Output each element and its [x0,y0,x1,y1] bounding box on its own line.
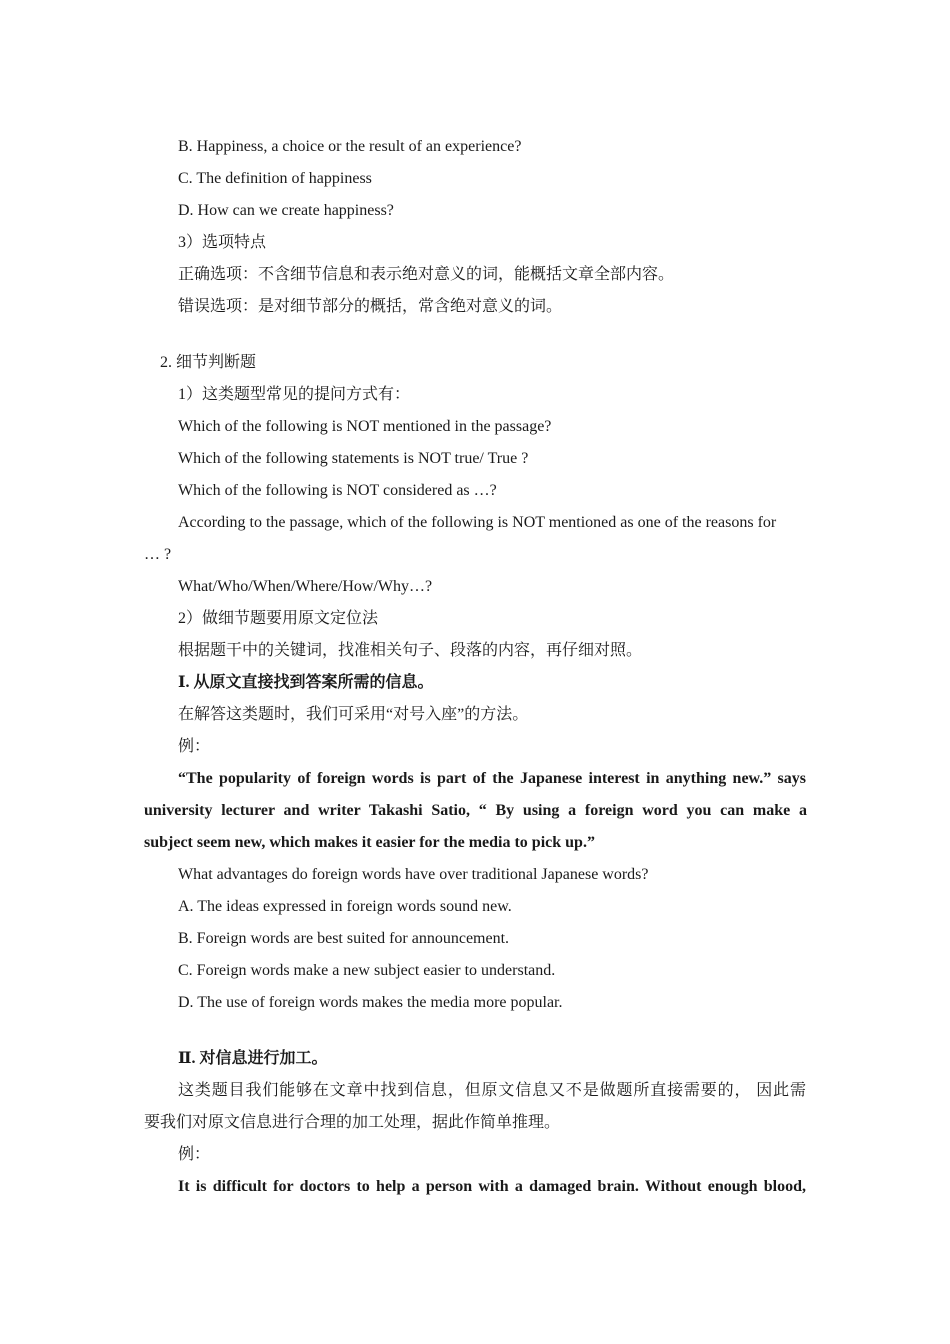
passage-line: subject seem new, which makes it easier for the media to pick up.” [144,834,595,851]
answer-option: D. The use of foreign words makes the media more popular. [178,994,563,1011]
question-pattern: Which of the following is NOT mentioned in the passage? [178,418,552,435]
passage-line: university lecturer and writer Takashi Satio, “ By using a foreign word you can make a [144,802,807,819]
example-label: 例： [178,1146,211,1163]
wrong-options: 错误选项：是对细节部分的概括，常含绝对意义的词。 [178,298,563,315]
example-label: 例： [178,738,211,755]
part-description: 这类题目我们能够在文章中找到信息，但原文信息又不是做题所直接需要的， 因此需 [178,1082,806,1099]
option-d: D. How can we create happiness? [178,202,394,219]
sub-description: 根据题干中的关键词，找准相关句子、段落的内容，再仔细对照。 [178,642,643,659]
question-pattern: Which of the following is NOT considered as …? [178,482,497,499]
passage-line: It is difficult for doctors to help a person with a damaged brain. Without enough blood, [178,1178,806,1195]
section-heading: 2. 细节判断题 [160,354,257,371]
answer-option: C. Foreign words make a new subject easier to understand. [178,962,556,979]
question-pattern: According to the passage, which of the following is NOT mentioned as one of the reasons for [178,514,777,531]
part-heading: Ⅱ. 对信息进行加工。 [178,1050,328,1067]
question: What advantages do foreign words have over traditional Japanese words? [178,866,649,883]
question-pattern: What/Who/When/Where/How/Why…? [178,578,433,595]
part-heading: Ⅰ. 从原文直接找到答案所需的信息。 [178,674,434,691]
sub-heading: 1）这类题型常见的提问方式有： [178,386,411,403]
question-pattern-cont: … ? [144,546,172,563]
answer-option: A. The ideas expressed in foreign words sound new. [178,898,512,915]
correct-options: 正确选项：不含细节信息和表示绝对意义的词，能概括文章全部内容。 [178,266,675,283]
question-pattern: Which of the following statements is NOT true/ True ? [178,450,529,467]
option-c: C. The definition of happiness [178,170,372,187]
sub-heading: 2）做细节题要用原文定位法 [178,610,379,627]
part-description-cont: 要我们对原文信息进行合理的加工处理，据此作简单推理。 [144,1114,561,1131]
passage-line: “The popularity of foreign words is part of the Japanese interest in anything new.” says [178,770,806,787]
answer-option: B. Foreign words are best suited for announcement. [178,930,510,947]
features-heading: 3）选项特点 [178,234,267,251]
option-b: B. Happiness, a choice or the result of an experience? [178,138,522,155]
part-description: 在解答这类题时，我们可采用“对号入座”的方法。 [178,706,529,723]
